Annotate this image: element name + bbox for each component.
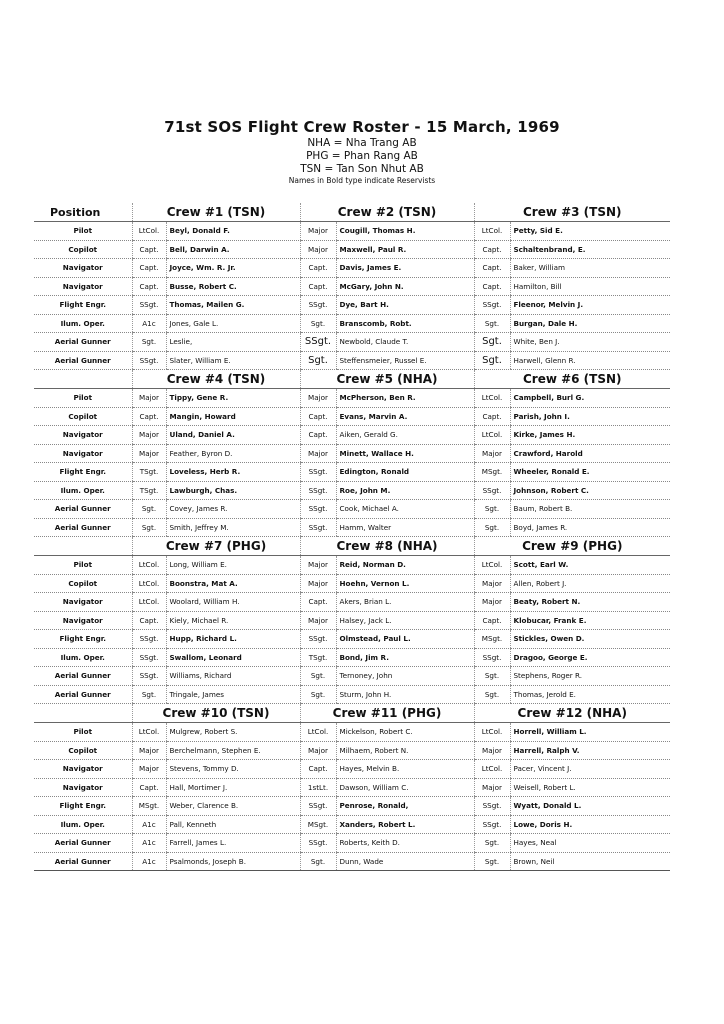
roster-row [34,630,670,649]
rank-cell: Major [300,574,336,593]
rank-cell: LtCol. [132,593,166,612]
rank-cell: Major [132,760,166,779]
rank-cell: A1c [132,852,166,871]
name-cell: Farrell, James L. [166,834,300,853]
rank-cell: LtCol. [300,723,336,742]
reservist-name-cell: Wyatt, Donald L. [510,797,670,816]
roster-row [34,426,670,445]
position-label: Ilum. Oper. [34,314,132,333]
rank-cell: SSgt. [474,296,510,315]
rank-cell: Major [132,741,166,760]
name-cell: Feather, Byron D. [166,444,300,463]
rank-cell: LtCol. [474,556,510,575]
roster-row [34,351,670,370]
name-cell: Ternoney, John [336,667,474,686]
position-label: Navigator [34,277,132,296]
position-label: Aerial Gunner [34,500,132,519]
rank-cell: SSgt. [132,296,166,315]
name-cell: Baker, William [510,259,670,278]
name-cell: White, Ben J. [510,333,670,352]
name-cell: Leslie, [166,333,300,352]
name-cell: Kiely, Michael R. [166,611,300,630]
rank-cell: Capt. [474,277,510,296]
name-cell: Thomas, Jerold E. [510,685,670,704]
rank-cell: SSgt. [300,296,336,315]
rank-cell: SSgt. [300,834,336,853]
rank-cell: Sgt. [474,518,510,537]
crew-header: Crew #1 (TSN) [132,203,300,222]
rank-cell: Capt. [300,593,336,612]
roster-row [34,593,670,612]
reservist-name-cell: Edington, Ronald [336,463,474,482]
reservist-name-cell: Roe, John M. [336,481,474,500]
crew-header: Crew #3 (TSN) [474,203,670,222]
reservist-name-cell: Mangin, Howard [166,407,300,426]
name-cell: Mickelson, Robert C. [336,723,474,742]
position-label: Navigator [34,778,132,797]
legend-phg: PHG = Phan Rang AB [306,150,418,162]
rank-cell: Capt. [300,426,336,445]
position-label: Aerial Gunner [34,333,132,352]
name-cell: Williams, Richard [166,667,300,686]
rank-cell: SSgt. [300,481,336,500]
roster-row [34,556,670,575]
position-label: Aerial Gunner [34,667,132,686]
rank-cell: Sgt. [300,852,336,871]
rank-cell: Sgt. [474,685,510,704]
name-cell: Dawson, William C. [336,778,474,797]
crew-header: Crew #10 (TSN) [132,704,300,723]
roster-row [34,723,670,742]
reservist-name-cell: Busse, Robert C. [166,277,300,296]
rank-cell: TSgt. [132,463,166,482]
name-cell: Hall, Mortimer J. [166,778,300,797]
name-cell: Akers, Brian L. [336,593,474,612]
position-label: Flight Engr. [34,630,132,649]
rank-cell: SSgt. [474,797,510,816]
rank-cell: Major [300,222,336,241]
roster-row [34,296,670,315]
rank-cell: Sgt. [474,351,510,370]
name-cell: Sturm, John H. [336,685,474,704]
blank-header-cell [34,537,132,556]
rank-cell: Capt. [474,611,510,630]
rank-cell: Major [132,426,166,445]
rank-cell: Capt. [300,259,336,278]
rank-cell: SSgt. [132,630,166,649]
rank-cell: Major [474,741,510,760]
roster-row [34,797,670,816]
reservist-name-cell: Cougill, Thomas H. [336,222,474,241]
position-label: Navigator [34,760,132,779]
name-cell: Stephens, Roger R. [510,667,670,686]
crew-header-row [34,537,670,556]
name-cell: Steffensmeier, Russel E. [336,351,474,370]
position-label: Navigator [34,611,132,630]
name-cell: Woolard, William H. [166,593,300,612]
rank-cell: Major [132,389,166,408]
rank-cell: LtCol. [474,222,510,241]
rank-cell: Major [474,574,510,593]
position-label: Ilum. Oper. [34,815,132,834]
position-label: Pilot [34,389,132,408]
rank-cell: Sgt. [132,518,166,537]
rank-cell: Capt. [474,259,510,278]
rank-cell: SSgt. [474,648,510,667]
rank-cell: LtCol. [474,760,510,779]
name-cell: Berchelmann, Stephen E. [166,741,300,760]
position-label: Ilum. Oper. [34,481,132,500]
rank-cell: SSgt. [132,648,166,667]
reservist-name-cell: Dragoo, George E. [510,648,670,667]
roster-row [34,667,670,686]
reservist-name-cell: Xanders, Robert L. [336,815,474,834]
reservist-name-cell: Campbell, Burl G. [510,389,670,408]
position-label: Aerial Gunner [34,351,132,370]
roster-row [34,240,670,259]
roster-row [34,407,670,426]
roster-row [34,834,670,853]
crew-header: Crew #11 (PHG) [300,704,474,723]
reservist-name-cell: Minett, Wallace H. [336,444,474,463]
crew-header-row [34,704,670,723]
name-cell: Jones, Gale L. [166,314,300,333]
roster-row [34,574,670,593]
legend-nha: NHA = Nha Trang AB [307,137,417,149]
reservist-name-cell: Beaty, Robert N. [510,593,670,612]
position-label: Copilot [34,741,132,760]
roster-row [34,333,670,352]
name-cell: Harwell, Glenn R. [510,351,670,370]
crew-roster-table [34,203,670,871]
position-label: Copilot [34,574,132,593]
reservist-name-cell: Stickles, Owen D. [510,630,670,649]
rank-cell: SSgt. [300,797,336,816]
rank-cell: SSgt. [132,351,166,370]
rank-cell: Major [474,778,510,797]
reservist-name-cell: Klobucar, Frank E. [510,611,670,630]
reservist-name-cell: Dye, Bart H. [336,296,474,315]
name-cell: Halsey, Jack L. [336,611,474,630]
reservist-name-cell: Penrose, Ronald, [336,797,474,816]
rank-cell: Capt. [132,240,166,259]
reservist-note: Names in Bold type indicate Reservists [288,176,436,185]
position-label: Aerial Gunner [34,518,132,537]
rank-cell: Sgt. [300,351,336,370]
reservist-name-cell: Evans, Marvin A. [336,407,474,426]
reservist-name-cell: Boonstra, Mat A. [166,574,300,593]
roster-row [34,389,670,408]
rank-cell: Capt. [132,778,166,797]
roster-row [34,852,670,871]
name-cell: Weber, Clarence B. [166,797,300,816]
page-title: 71st SOS Flight Crew Roster - 15 March, 1969 [164,118,560,136]
rank-cell: Capt. [474,240,510,259]
rank-cell: A1c [132,815,166,834]
rank-cell: Major [300,556,336,575]
position-label: Aerial Gunner [34,685,132,704]
roster-row [34,611,670,630]
name-cell: Milhaem, Robert N. [336,741,474,760]
name-cell: Aiken, Gerald G. [336,426,474,445]
name-cell: Weisell, Robert L. [510,778,670,797]
position-label: Aerial Gunner [34,852,132,871]
rank-cell: Major [300,444,336,463]
rank-cell: Major [132,444,166,463]
name-cell: Smith, Jeffrey M. [166,518,300,537]
rank-cell: SSgt. [300,518,336,537]
rank-cell: MSgt. [474,630,510,649]
reservist-name-cell: McGary, John N. [336,277,474,296]
reservist-name-cell: Olmstead, Paul L. [336,630,474,649]
rank-cell: SSgt. [300,333,336,352]
rank-cell: Sgt. [474,667,510,686]
position-label: Copilot [34,240,132,259]
reservist-name-cell: Hoehn, Vernon L. [336,574,474,593]
position-label: Pilot [34,556,132,575]
rank-cell: Major [300,240,336,259]
rank-cell: Major [474,593,510,612]
reservist-name-cell: Hupp, Richard L. [166,630,300,649]
rank-cell: LtCol. [474,723,510,742]
rank-cell: Sgt. [474,834,510,853]
rank-cell: Sgt. [300,685,336,704]
reservist-name-cell: Beyl, Donald F. [166,222,300,241]
rank-cell: Capt. [132,277,166,296]
document-header [0,118,724,186]
crew-header: Crew #2 (TSN) [300,203,474,222]
roster-row [34,778,670,797]
position-label: Pilot [34,723,132,742]
roster-row [34,259,670,278]
rank-cell: Sgt. [132,333,166,352]
roster-row [34,222,670,241]
rank-cell: Sgt. [132,685,166,704]
rank-cell: LtCol. [132,574,166,593]
position-label: Navigator [34,444,132,463]
rank-cell: LtCol. [132,556,166,575]
name-cell: Cook, Michael A. [336,500,474,519]
name-cell: Hayes, Neal [510,834,670,853]
name-cell: Tringale, James [166,685,300,704]
rank-cell: LtCol. [474,389,510,408]
roster-row [34,518,670,537]
crew-header: Crew #12 (NHA) [474,704,670,723]
name-cell: Hamm, Walter [336,518,474,537]
reservist-name-cell: Schaltenbrand, E. [510,240,670,259]
position-label: Flight Engr. [34,296,132,315]
name-cell: Allen, Robert J. [510,574,670,593]
rank-cell: TSgt. [132,481,166,500]
name-cell: Covey, James R. [166,500,300,519]
name-cell: Stevens, Tommy D. [166,760,300,779]
position-label: Flight Engr. [34,463,132,482]
roster-row [34,463,670,482]
rank-cell: TSgt. [300,648,336,667]
name-cell: Newbold, Claude T. [336,333,474,352]
reservist-name-cell: Burgan, Dale H. [510,314,670,333]
reservist-name-cell: Lowe, Doris H. [510,815,670,834]
rank-cell: LtCol. [132,222,166,241]
reservist-name-cell: McPherson, Ben R. [336,389,474,408]
reservist-name-cell: Davis, James E. [336,259,474,278]
rank-cell: MSgt. [474,463,510,482]
rank-cell: MSgt. [300,815,336,834]
reservist-name-cell: Uland, Daniel A. [166,426,300,445]
crew-header-row [34,203,670,222]
reservist-name-cell: Johnson, Robert C. [510,481,670,500]
position-label: Pilot [34,222,132,241]
roster-row [34,648,670,667]
reservist-name-cell: Thomas, Mailen G. [166,296,300,315]
crew-header: Crew #5 (NHA) [300,370,474,389]
crew-header-row [34,370,670,389]
reservist-name-cell: Joyce, Wm. R. Jr. [166,259,300,278]
rank-cell: Sgt. [474,852,510,871]
reservist-name-cell: Branscomb, Robt. [336,314,474,333]
crew-header: Crew #4 (TSN) [132,370,300,389]
reservist-name-cell: Lawburgh, Chas. [166,481,300,500]
name-cell: Boyd, James R. [510,518,670,537]
crew-header: Crew #9 (PHG) [474,537,670,556]
rank-cell: Major [474,444,510,463]
reservist-name-cell: Fleenor, Melvin J. [510,296,670,315]
position-label: Aerial Gunner [34,834,132,853]
rank-cell: Sgt. [474,314,510,333]
name-cell: Pall, Kenneth [166,815,300,834]
rank-cell: Capt. [132,611,166,630]
rank-cell: SSgt. [300,463,336,482]
crew-header: Crew #6 (TSN) [474,370,670,389]
blank-header-cell [34,370,132,389]
reservist-name-cell: Harrell, Ralph V. [510,741,670,760]
rank-cell: Capt. [300,277,336,296]
rank-cell: MSgt. [132,797,166,816]
reservist-name-cell: Tippy, Gene R. [166,389,300,408]
rank-cell: Major [300,741,336,760]
rank-cell: Capt. [132,259,166,278]
name-cell: Long, William E. [166,556,300,575]
legend-tsn: TSN = Tan Son Nhut AB [300,163,424,175]
crew-header: Crew #7 (PHG) [132,537,300,556]
roster-row [34,741,670,760]
rank-cell: LtCol. [132,723,166,742]
rank-cell: SSgt. [474,815,510,834]
position-label: Navigator [34,259,132,278]
rank-cell: SSgt. [474,481,510,500]
rank-cell: Major [300,389,336,408]
reservist-name-cell: Horrell, William L. [510,723,670,742]
reservist-name-cell: Wheeler, Ronald E. [510,463,670,482]
roster-row [34,481,670,500]
position-label: Navigator [34,426,132,445]
rank-cell: Capt. [474,407,510,426]
name-cell: Dunn, Wade [336,852,474,871]
rank-cell: SSgt. [132,667,166,686]
reservist-name-cell: Maxwell, Paul R. [336,240,474,259]
name-cell: Brown, Neil [510,852,670,871]
rank-cell: A1c [132,834,166,853]
roster-row [34,314,670,333]
rank-cell: Sgt. [474,500,510,519]
reservist-name-cell: Bond, Jim R. [336,648,474,667]
rank-cell: Sgt. [300,314,336,333]
position-column-header: Position [34,203,132,222]
position-label: Navigator [34,593,132,612]
reservist-name-cell: Reid, Norman D. [336,556,474,575]
name-cell: Hamilton, Bill [510,277,670,296]
roster-row [34,500,670,519]
roster-row [34,444,670,463]
reservist-name-cell: Crawford, Harold [510,444,670,463]
crew-header: Crew #8 (NHA) [300,537,474,556]
roster-row [34,277,670,296]
roster-row [34,815,670,834]
name-cell: Slater, William E. [166,351,300,370]
name-cell: Hayes, Melvin B. [336,760,474,779]
name-cell: Pacer, Vincent J. [510,760,670,779]
name-cell: Baum, Robert B. [510,500,670,519]
name-cell: Roberts, Keith D. [336,834,474,853]
reservist-name-cell: Petty, Sid E. [510,222,670,241]
rank-cell: 1stLt. [300,778,336,797]
rank-cell: Sgt. [132,500,166,519]
reservist-name-cell: Parish, John I. [510,407,670,426]
rank-cell: SSgt. [300,630,336,649]
rank-cell: LtCol. [474,426,510,445]
reservist-name-cell: Loveless, Herb R. [166,463,300,482]
rank-cell: Capt. [300,760,336,779]
rank-cell: Sgt. [300,667,336,686]
reservist-name-cell: Bell, Darwin A. [166,240,300,259]
position-label: Copilot [34,407,132,426]
roster-row [34,760,670,779]
rank-cell: Capt. [132,407,166,426]
reservist-name-cell: Kirke, James H. [510,426,670,445]
name-cell: Mulgrew, Robert S. [166,723,300,742]
reservist-name-cell: Swallom, Leonard [166,648,300,667]
rank-cell: Sgt. [474,333,510,352]
name-cell: Psalmonds, Joseph B. [166,852,300,871]
rank-cell: Capt. [300,407,336,426]
rank-cell: A1c [132,314,166,333]
rank-cell: Major [300,611,336,630]
reservist-name-cell: Scott, Earl W. [510,556,670,575]
position-label: Ilum. Oper. [34,648,132,667]
roster-row [34,685,670,704]
blank-header-cell [34,704,132,723]
position-label: Flight Engr. [34,797,132,816]
rank-cell: SSgt. [300,500,336,519]
